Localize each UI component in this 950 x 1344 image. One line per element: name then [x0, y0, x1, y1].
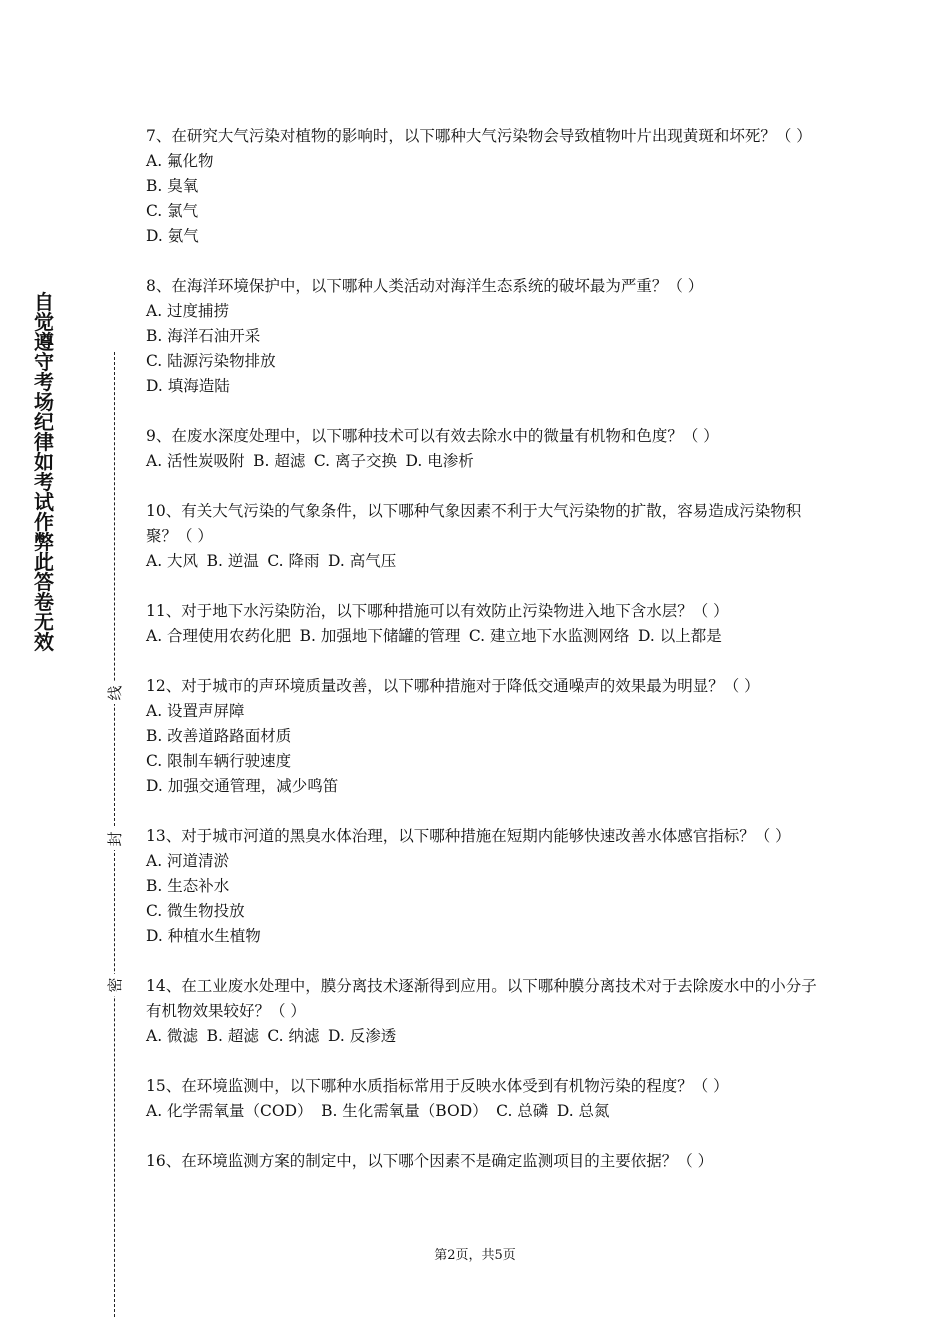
option-a: A. 大风	[146, 552, 199, 570]
option-a: A. 合理使用农药化肥	[146, 627, 292, 645]
option-c: C. 微生物投放	[146, 902, 245, 920]
question-stem: 12、对于城市的声环境质量改善，以下哪种措施对于降低交通噪声的效果最为明显？（ ）	[146, 677, 760, 695]
question-stem: 13、对于城市河道的黑臭水体治理，以下哪种措施在短期内能够快速改善水体感官指标？（ ）	[146, 827, 791, 845]
option-a: A. 过度捕捞	[146, 302, 230, 320]
question-8	[146, 274, 826, 399]
option-d: D. 氨气	[146, 227, 199, 245]
option-d: D. 以上都是	[638, 627, 722, 645]
question-10	[146, 499, 826, 574]
option-d: D. 填海造陆	[146, 377, 230, 395]
option-d: D. 种植水生植物	[146, 927, 261, 945]
option-b: B. 生化需氧量（BOD）	[321, 1102, 488, 1120]
option-c: C. 陆源污染物排放	[146, 352, 276, 370]
question-14	[146, 974, 826, 1049]
option-a: A. 河道清淤	[146, 852, 230, 870]
question-12	[146, 674, 826, 799]
question-stem: 10、有关大气污染的气象条件，以下哪种气象因素不利于大气污染物的扩散，容易造成污染物积聚？（ ）	[146, 502, 802, 545]
option-a: A. 微滤	[146, 1027, 199, 1045]
question-9	[146, 424, 826, 474]
exam-rules-vertical-title: 自觉遵守考场纪律如考试作弊此答卷无效	[34, 290, 54, 654]
option-b: B. 海洋石油开采	[146, 327, 261, 345]
question-stem: 8、在海洋环境保护中，以下哪种人类活动对海洋生态系统的破坏最为严重？（ ）	[146, 277, 704, 295]
question-stem: 9、在废水深度处理中，以下哪种技术可以有效去除水中的微量有机物和色度？（ ）	[146, 427, 719, 445]
question-stem: 7、在研究大气污染对植物的影响时，以下哪种大气污染物会导致植物叶片出现黄斑和坏死？（ ）	[146, 127, 812, 145]
option-a: A. 设置声屏障	[146, 702, 245, 720]
option-c: C. 纳滤	[267, 1027, 320, 1045]
question-list	[146, 124, 826, 1199]
question-7	[146, 124, 826, 249]
question-16	[146, 1149, 826, 1174]
question-15	[146, 1074, 826, 1124]
options-row	[146, 549, 826, 574]
binding-mark-line: 线	[104, 682, 126, 704]
option-b: B. 超滤	[253, 452, 306, 470]
options-row	[146, 449, 826, 474]
option-c: C. 氯气	[146, 202, 199, 220]
binding-mark-secret: 密	[104, 974, 126, 996]
option-d: D. 反渗透	[328, 1027, 397, 1045]
option-c: C. 限制车辆行驶速度	[146, 752, 292, 770]
option-b: B. 臭氧	[146, 177, 199, 195]
option-d: D. 总氮	[556, 1102, 610, 1120]
option-d: D. 高气压	[328, 552, 397, 570]
option-c: C. 降雨	[267, 552, 320, 570]
option-b: B. 改善道路路面材质	[146, 727, 292, 745]
question-stem: 11、对于地下水污染防治，以下哪种措施可以有效防止污染物进入地下含水层？（ ）	[146, 602, 729, 620]
option-b: B. 超滤	[206, 1027, 259, 1045]
options-row	[146, 1024, 826, 1049]
binding-mark-seal: 封	[104, 828, 126, 850]
option-d: D. 加强交通管理，减少鸣笛	[146, 777, 339, 795]
question-stem: 14、在工业废水处理中，膜分离技术逐渐得到应用。以下哪种膜分离技术对于去除废水中的小分子有机物效果较好？（ ）	[146, 977, 817, 1020]
option-b: B. 生态补水	[146, 877, 230, 895]
option-a: A. 化学需氧量（COD）	[146, 1102, 313, 1120]
option-d: D. 电渗析	[405, 452, 474, 470]
option-b: B. 加强地下储罐的管理	[299, 627, 461, 645]
question-stem: 15、在环境监测中，以下哪种水质指标常用于反映水体受到有机物污染的程度？（ ）	[146, 1077, 729, 1095]
option-a: A. 氟化物	[146, 152, 214, 170]
question-11	[146, 599, 826, 649]
question-stem: 16、在环境监测方案的制定中，以下哪个因素不是确定监测项目的主要依据？（ ）	[146, 1152, 714, 1170]
option-c: C. 建立地下水监测网络	[468, 627, 630, 645]
question-13	[146, 824, 826, 949]
page-number: 第2页，共5页	[434, 1248, 516, 1263]
options-row	[146, 1099, 826, 1124]
option-c: C. 离子交换	[313, 452, 398, 470]
options-row	[146, 624, 826, 649]
option-b: B. 逆温	[206, 552, 259, 570]
option-c: C. 总磷	[496, 1102, 549, 1120]
option-a: A. 活性炭吸附	[146, 452, 245, 470]
